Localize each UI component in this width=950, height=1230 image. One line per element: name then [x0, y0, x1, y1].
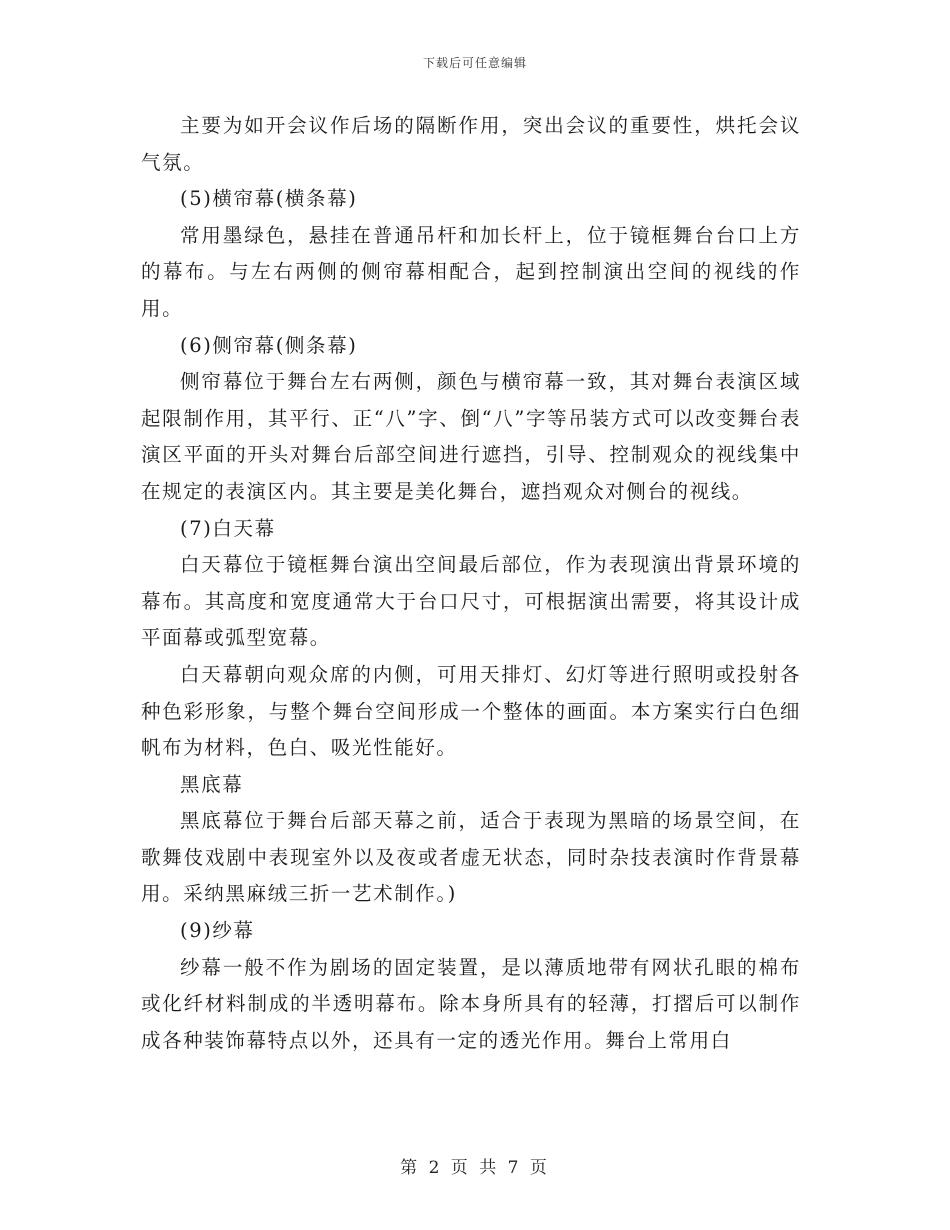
- section-heading: (7)白天幕: [180, 516, 276, 540]
- section-heading: (9)纱幕: [180, 919, 255, 943]
- section-heading: (6)侧帘幕(侧条幕): [180, 333, 358, 357]
- paragraph: 侧帘幕位于舞台左右两侧，颜色与横帘幕一致，其对舞台表演区域起限制作用，其平行、正“八”字、倒“八”字等吊装方式可以改变舞台表演区平面的开头对舞台后部空间进行遮挡，引导、控制观众的视线集中在规定的表演区内。其主要是美化舞台，遮挡观众对侧台的视线。: [141, 370, 801, 503]
- section-heading: 黑底幕: [180, 772, 244, 796]
- paragraph: 白天幕位于镜框舞台演出空间最后部位，作为表现演出背景环境的幕布。其高度和宽度通常大于台口尺寸，可根据演出需要，将其设计成平面幕或弧型宽幕。: [141, 553, 801, 650]
- paragraph: 纱幕一般不作为剧场的固定装置，是以薄质地带有网状孔眼的棉布或化纤材料制成的半透明幕布。除本身所具有的轻薄，打摺后可以制作成各种装饰幕特点以外，还具有一定的透光作用。舞台上常用白: [141, 955, 801, 1052]
- paragraph: 白天幕朝向观众席的内侧，可用天排灯、幻灯等进行照明或投射各种色彩形象，与整个舞台空间形成一个整体的画面。本方案实行白色细帆布为材料，色白、吸光性能好。: [141, 662, 801, 760]
- page-header: 下载后可任意编辑: [422, 56, 527, 70]
- document-body: [141, 108, 801, 1059]
- paragraph: 主要为如开会议作后场的隔断作用，突出会议的重要性，烘托会议气氛。: [141, 114, 801, 174]
- paragraph: 黑底幕位于舞台后部天幕之前，适合于表现为黑暗的场景空间，在歌舞伎戏剧中表现室外以及夜或者虚无状态，同时杂技表演时作背景幕用。采纳黑麻绒三折一艺术制作。): [141, 809, 801, 906]
- section-heading: (5)横帘幕(横条幕): [180, 187, 358, 211]
- paragraph: 常用墨绿色，悬挂在普通吊杆和加长杆上，位于镜框舞台台口上方的幕布。与左右两侧的侧帘幕相配合，起到控制演出空间的视线的作用。: [141, 223, 801, 320]
- page-number-footer: 第 2 页 共 7 页: [400, 1158, 550, 1178]
